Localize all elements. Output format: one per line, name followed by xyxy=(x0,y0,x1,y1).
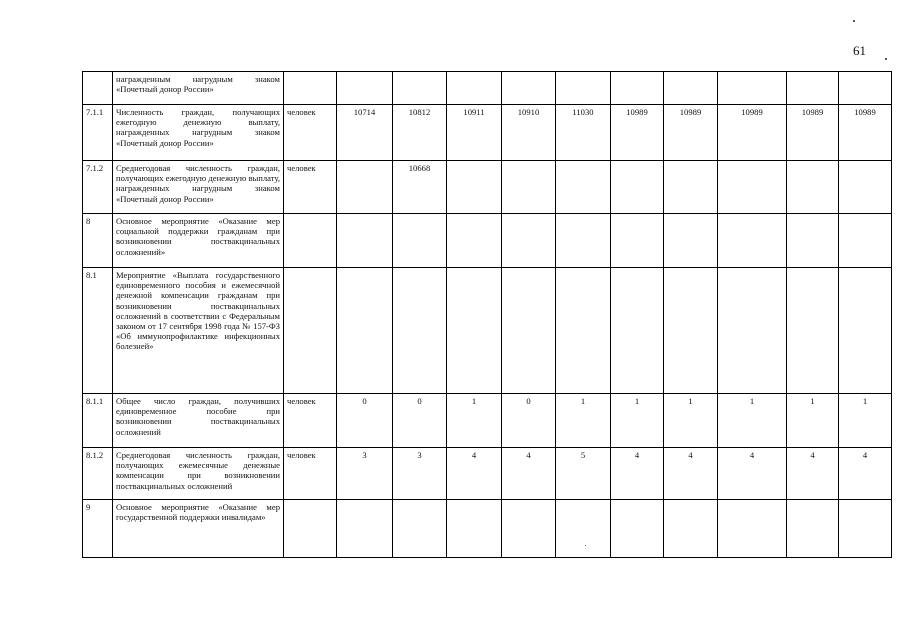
value-cell: 10989 xyxy=(839,105,892,161)
value-cell xyxy=(502,214,556,268)
value-cell: 1 xyxy=(787,394,839,448)
value-cell xyxy=(787,161,839,214)
value-cell: 1 xyxy=(611,394,664,448)
row-number: 8.1 xyxy=(83,268,113,394)
value-cell xyxy=(839,214,892,268)
value-cell xyxy=(611,161,664,214)
unit-cell: человек xyxy=(284,161,337,214)
value-cell xyxy=(839,161,892,214)
unit-cell xyxy=(284,72,337,105)
value-cell: 4 xyxy=(718,448,787,500)
value-cell: 5 xyxy=(556,448,611,500)
value-cell xyxy=(393,72,447,105)
value-cell: 10989 xyxy=(718,105,787,161)
table-row xyxy=(83,448,892,500)
value-cell: 4 xyxy=(502,448,556,500)
value-cell xyxy=(502,268,556,394)
indicator-name: Основное мероприятие «Оказание мер государственной поддержки инвалидам» xyxy=(113,500,284,558)
unit-cell xyxy=(284,500,337,558)
value-cell xyxy=(337,500,393,558)
unit-cell: человек xyxy=(284,394,337,448)
indicator-name: награжденным нагрудным знаком «Почетный донор России» xyxy=(113,72,284,105)
unit-cell xyxy=(284,268,337,394)
value-cell: 4 xyxy=(447,448,502,500)
value-cell: 11030 xyxy=(556,105,611,161)
value-cell: 10668 xyxy=(393,161,447,214)
scan-speck xyxy=(853,20,855,22)
value-cell: 3 xyxy=(337,448,393,500)
value-cell xyxy=(502,500,556,558)
value-cell xyxy=(787,500,839,558)
value-cell xyxy=(556,214,611,268)
value-cell xyxy=(393,268,447,394)
value-cell: 1 xyxy=(718,394,787,448)
value-cell xyxy=(337,214,393,268)
value-cell: 10911 xyxy=(447,105,502,161)
value-cell: 1 xyxy=(839,394,892,448)
value-cell: 0 xyxy=(337,394,393,448)
table-row xyxy=(83,105,892,161)
value-cell xyxy=(556,268,611,394)
value-cell xyxy=(664,161,718,214)
value-cell xyxy=(664,268,718,394)
value-cell: 10989 xyxy=(787,105,839,161)
value-cell xyxy=(839,72,892,105)
unit-cell xyxy=(284,214,337,268)
value-cell xyxy=(718,214,787,268)
value-cell: 4 xyxy=(664,448,718,500)
value-cell xyxy=(337,161,393,214)
unit-cell: человек xyxy=(284,448,337,500)
value-cell xyxy=(337,268,393,394)
value-cell: 0 xyxy=(502,394,556,448)
value-cell xyxy=(447,72,502,105)
value-cell xyxy=(839,500,892,558)
value-cell: 0 xyxy=(393,394,447,448)
value-cell xyxy=(447,214,502,268)
value-cell: 10989 xyxy=(611,105,664,161)
table-row xyxy=(83,394,892,448)
row-number: 8 xyxy=(83,214,113,268)
value-cell xyxy=(556,72,611,105)
indicator-name: Среднегодовая численность граждан, получающих ежемесячные денежные компенсации при возникновении поствакцинальных осложнений xyxy=(113,448,284,500)
row-number: 8.1.2 xyxy=(83,448,113,500)
indicator-name: Мероприятие «Выплата государственного единовременного пособия и ежемесячной денежной компенсации гражданам при возникновении поствакцинальных осложнений в соответствии с Федеральным законом от 17 сентября 1998 года № 157-ФЗ «Об иммунопрофилактике инфекционных болезней» xyxy=(113,268,284,394)
value-cell: 1 xyxy=(664,394,718,448)
value-cell xyxy=(664,72,718,105)
value-cell xyxy=(787,214,839,268)
value-cell: 4 xyxy=(839,448,892,500)
value-cell xyxy=(393,500,447,558)
value-cell xyxy=(718,500,787,558)
unit-cell: человек xyxy=(284,105,337,161)
indicators-table xyxy=(82,71,892,558)
table-row xyxy=(83,72,892,105)
value-cell xyxy=(611,268,664,394)
value-cell xyxy=(718,72,787,105)
indicator-name: Основное мероприятие «Оказание мер социальной поддержки гражданам при возникновении поствакцинальных осложнений» xyxy=(113,214,284,268)
value-cell: 10910 xyxy=(502,105,556,161)
value-cell xyxy=(447,500,502,558)
value-cell: 3 xyxy=(393,448,447,500)
value-cell xyxy=(393,214,447,268)
value-cell: 10812 xyxy=(393,105,447,161)
table-row xyxy=(83,268,892,394)
row-number: 7.1.1 xyxy=(83,105,113,161)
row-number: 8.1.1 xyxy=(83,394,113,448)
table-row xyxy=(83,500,892,558)
value-cell: 4 xyxy=(611,448,664,500)
value-cell xyxy=(611,72,664,105)
value-cell xyxy=(664,214,718,268)
value-cell xyxy=(502,161,556,214)
scan-speck xyxy=(885,58,887,60)
value-cell: 10989 xyxy=(664,105,718,161)
value-cell xyxy=(502,72,556,105)
table-row xyxy=(83,214,892,268)
value-cell: 4 xyxy=(787,448,839,500)
value-cell: 1 xyxy=(447,394,502,448)
page-number: 61 xyxy=(853,43,866,58)
value-cell xyxy=(556,161,611,214)
indicator-name: Среднегодовая численность граждан, получающих ежегодную денежную выплату, награжденных нагрудным знаком «Почетный донор России» xyxy=(113,161,284,214)
table-body xyxy=(83,72,892,558)
table-row xyxy=(83,161,892,214)
indicator-name: Общее число граждан, получивших единовременное пособие при возникновении поствакцинальных осложнений xyxy=(113,394,284,448)
value-cell: 1 xyxy=(556,394,611,448)
indicator-name: Численность граждан, получающих ежегодную денежную выплату, награжденных нагрудным знаком «Почетный донор России» xyxy=(113,105,284,161)
value-cell xyxy=(718,268,787,394)
value-cell xyxy=(447,161,502,214)
value-cell xyxy=(664,500,718,558)
value-cell xyxy=(447,268,502,394)
value-cell xyxy=(787,72,839,105)
row-number xyxy=(83,72,113,105)
value-cell xyxy=(611,214,664,268)
value-cell xyxy=(611,500,664,558)
row-number: 9 xyxy=(83,500,113,558)
value-cell xyxy=(337,72,393,105)
value-cell xyxy=(556,500,611,558)
value-cell xyxy=(787,268,839,394)
value-cell: 10714 xyxy=(337,105,393,161)
value-cell xyxy=(839,268,892,394)
row-number: 7.1.2 xyxy=(83,161,113,214)
value-cell xyxy=(718,161,787,214)
